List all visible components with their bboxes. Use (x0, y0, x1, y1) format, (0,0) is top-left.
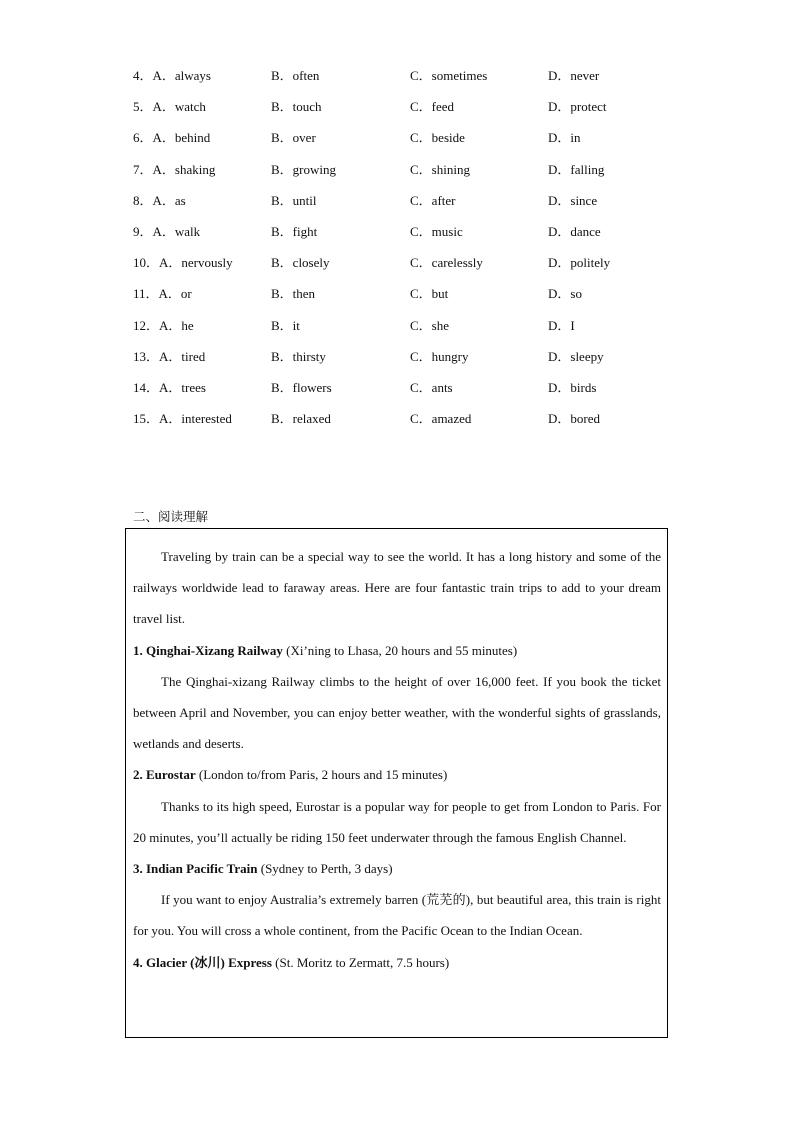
option-a: 7．A．shaking (133, 161, 216, 177)
option-c: C．hungry (410, 348, 469, 364)
option-d: D．bored (548, 411, 600, 427)
option-a: 6．A．behind (133, 130, 211, 146)
section-title: 二、阅读理解 (133, 509, 209, 524)
option-b: B．it (271, 317, 300, 333)
passage-intro: Traveling by train can be a special way to see the world. It has a long history and some of the railways worldwide lead to faraway areas. Here are four fantastic train trips to add to your dream travel list. (133, 549, 661, 627)
option-d: D．birds (548, 379, 597, 395)
option-b: B．over (271, 130, 316, 146)
question-9-options (133, 223, 693, 254)
option-a: 11．A．or (133, 286, 192, 302)
option-d: D．protect (548, 99, 607, 115)
option-b: B．often (271, 68, 320, 83)
question-5-options (133, 98, 693, 129)
question-4-options (133, 67, 693, 98)
question-15-options (133, 410, 693, 441)
reading-passage (133, 541, 661, 978)
option-b: B．flowers (271, 379, 332, 395)
question-13-options (133, 348, 693, 379)
option-d: D．in (548, 130, 581, 146)
answer-options-list (133, 67, 693, 441)
reading-passage-box (125, 528, 668, 1038)
option-d: D．I (548, 317, 575, 333)
trip-title: 4. Glacier (冰川) Express (133, 954, 272, 970)
option-c: C．carelessly (410, 255, 483, 271)
option-a: 10．A．nervously (133, 255, 233, 271)
option-b: B．growing (271, 161, 337, 177)
option-c: C．ants (410, 379, 453, 395)
option-b: B．then (271, 286, 316, 302)
question-11-options (133, 285, 693, 316)
trip-detail: (Xi’ning to Lhasa, 20 hours and 55 minutes) (282, 642, 518, 658)
trip-heading (133, 635, 661, 666)
option-d: D．dance (548, 223, 601, 239)
option-b: B．thirsty (271, 348, 326, 364)
option-b: B．until (271, 192, 317, 208)
option-d: D．so (548, 286, 582, 302)
option-d: D．never (548, 68, 600, 83)
trip-text: The Qinghai-xizang Railway climbs to the height of over 16,000 feet. If you book the ticket between April and November, you can enjoy better weather, with the wonderful sights of grasslands, wetlands and deserts. (133, 673, 661, 752)
option-c: C．shining (410, 161, 470, 177)
question-14-options (133, 379, 693, 410)
option-c: C．but (410, 286, 449, 302)
trip-text: If you want to enjoy Australia’s extremely barren (荒芜的), but beautiful area, this train is right for you. You will cross a whole continent, from the Pacific Ocean to the Indian Ocean. (133, 892, 661, 939)
option-c: C．feed (410, 99, 455, 115)
question-8-options (133, 192, 693, 223)
trip-heading (133, 853, 661, 884)
option-a: 15．A．interested (133, 411, 232, 427)
trip-heading (133, 759, 661, 790)
trip-title: 3. Indian Pacific Train (133, 861, 258, 877)
trip-detail: (Sydney to Perth, 3 days) (257, 861, 393, 877)
option-c: C．amazed (410, 411, 472, 427)
trip-detail: (London to/from Paris, 2 hours and 15 minutes) (195, 767, 448, 783)
trip-title: 1. Qinghai-Xizang Railway (133, 642, 283, 658)
trip-detail: (St. Moritz to Zermatt, 7.5 hours) (271, 954, 450, 970)
option-c: C．music (410, 223, 463, 239)
option-a: 14．A．trees (133, 379, 206, 395)
option-a: 12．A．he (133, 317, 194, 333)
question-10-options (133, 254, 693, 285)
trip-heading (133, 947, 661, 978)
option-d: D．since (548, 192, 598, 208)
option-a: 9．A．walk (133, 223, 201, 239)
option-b: B．closely (271, 255, 330, 271)
option-a: 5．A．watch (133, 99, 206, 115)
option-d: D．falling (548, 161, 605, 177)
option-c: C．she (410, 317, 450, 333)
question-7-options (133, 161, 693, 192)
question-6-options (133, 129, 693, 160)
option-c: C．sometimes (410, 68, 488, 83)
option-a: 8．A．as (133, 192, 186, 208)
option-d: D．politely (548, 255, 611, 271)
option-a: 4．A．always (133, 68, 211, 83)
question-12-options (133, 317, 693, 348)
option-c: C．after (410, 192, 456, 208)
option-b: B．fight (271, 223, 318, 239)
option-c: C．beside (410, 130, 465, 146)
option-b: B．relaxed (271, 411, 331, 427)
trip-title: 2. Eurostar (133, 767, 196, 783)
trip-text: Thanks to its high speed, Eurostar is a popular way for people to get from London to Paris. For 20 minutes, you’ll actually be riding 150 feet underwater through the famous English Channel. (133, 798, 661, 845)
option-d: D．sleepy (548, 348, 604, 364)
option-b: B．touch (271, 99, 322, 115)
option-a: 13．A．tired (133, 348, 206, 364)
